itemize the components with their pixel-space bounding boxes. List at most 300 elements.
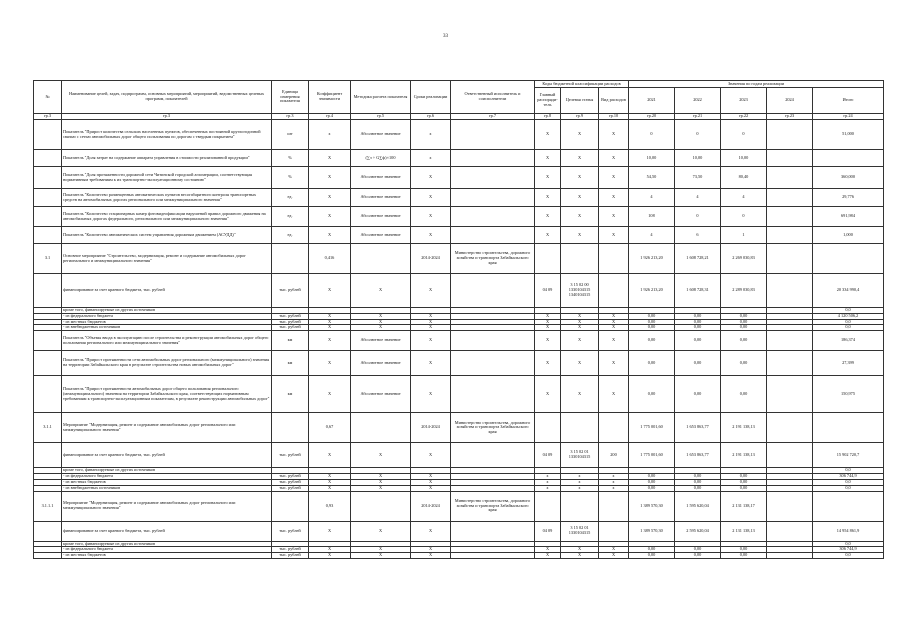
row-name-cell: финансирование за счет краевого бюджета, тыс. рублей: [62, 274, 272, 308]
table-cell: 1 653 863,77: [675, 413, 721, 443]
table-cell: Х: [309, 227, 351, 244]
column-number-cell: гр.3: [34, 114, 62, 120]
column-number-cell: гр.4: [309, 114, 351, 120]
table-cell: 0,00: [675, 479, 721, 485]
table-cell: [451, 167, 535, 189]
table-cell: Х: [599, 150, 629, 167]
table-cell: 0: [675, 120, 721, 150]
header-cell: Методика расчета показателя: [351, 81, 411, 114]
table-cell: 10,00: [721, 150, 767, 167]
table-cell: Министерство строительства, дорожного хозяйства и транспорта Забайкальского края: [451, 413, 535, 443]
table-cell: 306 744,9: [813, 547, 884, 553]
table-cell: 0: [721, 207, 767, 227]
table-cell: 0,00: [675, 351, 721, 376]
table-cell: 0,00: [721, 325, 767, 331]
table-cell: Х: [561, 376, 599, 413]
table-cell: 3.1.1: [34, 413, 62, 443]
header-cell: 2022: [675, 88, 721, 114]
table-cell: Х: [309, 325, 351, 331]
table-cell: Х: [309, 553, 351, 559]
table-cell: Х: [411, 167, 451, 189]
table-cell: 306 744,9: [813, 474, 884, 480]
table-cell: Х: [535, 331, 561, 351]
table-cell: Министерство строительства, дорожного хозяйства и транспорта Забайкальского края: [451, 491, 535, 521]
table-cell: Х: [351, 485, 411, 491]
table-cell: [34, 227, 62, 244]
table-cell: [535, 491, 561, 521]
table-cell: тыс. рублей: [272, 274, 309, 308]
table-cell: 0,00: [629, 553, 675, 559]
table-cell: Х: [411, 331, 451, 351]
table-cell: Х: [411, 319, 451, 325]
table-cell: х: [561, 485, 599, 491]
table-cell: [451, 443, 535, 468]
table-row: [34, 376, 884, 413]
table-cell: 0,00: [629, 376, 675, 413]
table-cell: Х: [535, 313, 561, 319]
table-cell: Х: [535, 207, 561, 227]
table-cell: [351, 491, 411, 521]
table-cell: 0,0: [813, 541, 884, 547]
table-row: [34, 553, 884, 559]
table-cell: х: [599, 485, 629, 491]
column-number-cell: гр.3: [272, 114, 309, 120]
table-cell: х: [309, 120, 351, 150]
table-cell: Х: [309, 189, 351, 207]
row-name-cell: - из внебюджетных источников: [62, 485, 272, 491]
table-cell: ед.: [272, 189, 309, 207]
table-cell: [767, 150, 813, 167]
row-name-cell: - из федерального бюджета: [62, 547, 272, 553]
column-number-cell: гр.24: [813, 114, 884, 120]
table-cell: 0,0: [813, 468, 884, 474]
column-number-cell: гр.5: [351, 114, 411, 120]
table-cell: Абсолютное значение: [351, 351, 411, 376]
table-cell: 4: [675, 189, 721, 207]
row-name-cell: финансирование за счет краевого бюджета, тыс. рублей: [62, 521, 272, 541]
table-cell: Х: [561, 189, 599, 207]
table-cell: шт: [272, 120, 309, 150]
row-name-cell: Показатель "Доля затрат на содержание аппарата управления в стоимости реализованной продукции": [62, 150, 272, 167]
table-cell: Х: [411, 227, 451, 244]
table-cell: Х: [599, 167, 629, 189]
table-cell: [767, 167, 813, 189]
table-cell: [767, 189, 813, 207]
table-cell: 1 608 728,31: [675, 274, 721, 308]
table-row: [34, 521, 884, 541]
table-cell: 0,00: [721, 313, 767, 319]
header-cell: Главный распоряди-тель: [535, 88, 561, 114]
table-cell: [451, 553, 535, 559]
table-cell: 3 15 02 01 1330104315: [561, 521, 599, 541]
table-cell: Х: [561, 120, 599, 150]
table-cell: Х: [309, 474, 351, 480]
row-name-cell: кроме того, финансируемые из других источников: [62, 541, 272, 547]
table-cell: 0,00: [721, 474, 767, 480]
table-cell: %: [272, 150, 309, 167]
table-cell: 1 389 570,30: [629, 491, 675, 521]
row-name-cell: - из федерального бюджета: [62, 313, 272, 319]
table-cell: Х: [411, 553, 451, 559]
header-cell: Ответственный исполнитель и соисполнители: [451, 81, 535, 114]
table-cell: [34, 553, 62, 559]
table-row: [34, 443, 884, 468]
table-cell: [34, 207, 62, 227]
table-row: [34, 207, 884, 227]
header-cell: 2023: [721, 88, 767, 114]
table-cell: Х: [599, 553, 629, 559]
table-cell: Х: [535, 351, 561, 376]
header-cell: Вид расходов: [599, 88, 629, 114]
table-cell: Абсолютное значение: [351, 120, 411, 150]
header-cell: Итого: [813, 88, 884, 114]
table-cell: 2 191 138,13: [721, 413, 767, 443]
table-cell: 0,00: [629, 325, 675, 331]
table-cell: 0,00: [629, 485, 675, 491]
column-number-cell: гр.22: [721, 114, 767, 120]
column-number-cell: гр.7: [451, 114, 535, 120]
table-cell: Х: [411, 547, 451, 553]
table-cell: 15 902 720,7: [813, 443, 884, 468]
table-cell: 0,93: [309, 491, 351, 521]
column-number-cell: гр.3: [62, 114, 272, 120]
table-cell: х: [561, 479, 599, 485]
table-cell: Х: [411, 443, 451, 468]
table-cell: Х: [411, 351, 451, 376]
header-cell: 2021: [629, 88, 675, 114]
table-cell: 1,000: [813, 227, 884, 244]
column-number-cell: гр.21: [675, 114, 721, 120]
table-cell: Х: [411, 521, 451, 541]
row-name-cell: Показатель "Количество автоматических систем управления дорожным движением (АСУДД)": [62, 227, 272, 244]
header-cell: Целевая статья: [561, 88, 599, 114]
table-cell: %: [272, 167, 309, 189]
table-row: [34, 491, 884, 521]
table-cell: 0: [675, 207, 721, 227]
table-cell: Абсолютное значение: [351, 207, 411, 227]
table-cell: Абсолютное значение: [351, 376, 411, 413]
table-cell: 0,00: [675, 331, 721, 351]
table-row: [34, 413, 884, 443]
table-row: [34, 331, 884, 351]
header-cell: 2024: [767, 88, 813, 114]
table-cell: 0,00: [675, 325, 721, 331]
table-cell: 360,000: [813, 167, 884, 189]
table-cell: Х: [309, 207, 351, 227]
table-cell: Х: [535, 325, 561, 331]
table-cell: [351, 244, 411, 274]
table-cell: Х: [309, 376, 351, 413]
table-cell: Х: [309, 319, 351, 325]
table-cell: 0,416: [309, 244, 351, 274]
table-cell: 0,00: [721, 547, 767, 553]
table-cell: [767, 521, 813, 541]
table-row: [34, 274, 884, 308]
header-row-1: [34, 81, 884, 88]
table-cell: 0,00: [629, 474, 675, 480]
row-name-cell: Основное мероприятие "Строительство, модернизация, ремонт и содержание автомобильных дорог регионального и межмуниципального значения": [62, 244, 272, 274]
table-cell: 150,975: [813, 376, 884, 413]
table-cell: [767, 207, 813, 227]
table-cell: 0,00: [675, 474, 721, 480]
table-cell: Х: [599, 207, 629, 227]
column-number-cell: гр.20: [629, 114, 675, 120]
table-cell: км: [272, 376, 309, 413]
table-cell: [599, 413, 629, 443]
table-cell: [599, 521, 629, 541]
table-cell: Х: [599, 547, 629, 553]
table-cell: 1 926 213,20: [629, 274, 675, 308]
table-cell: Абсолютное значение: [351, 189, 411, 207]
table-cell: [34, 167, 62, 189]
table-cell: 2 191 138,13: [721, 443, 767, 468]
table-cell: Х: [561, 325, 599, 331]
table-cell: Х: [411, 325, 451, 331]
table-cell: 0: [629, 120, 675, 150]
table-cell: [34, 331, 62, 351]
table-cell: 3.1.1.1: [34, 491, 62, 521]
table-row: [34, 244, 884, 274]
table-cell: 0,0: [813, 553, 884, 559]
table-cell: тыс. рублей: [272, 521, 309, 541]
table-cell: Х: [561, 351, 599, 376]
table-cell: Х: [561, 207, 599, 227]
table-cell: 10,00: [629, 150, 675, 167]
header-cell: Наименование целей, задач, подпрограмм, основных мероприятий, мероприятий, ведомственных целевых программ, показателей: [62, 81, 272, 114]
table-cell: 0,00: [675, 313, 721, 319]
table-cell: тыс. рублей: [272, 547, 309, 553]
table-cell: Х: [535, 189, 561, 207]
table-cell: Х: [309, 274, 351, 308]
table-cell: 1: [721, 227, 767, 244]
table-cell: тыс. рублей: [272, 325, 309, 331]
header-cell: Сроки реализации: [411, 81, 451, 114]
table-cell: Х: [309, 150, 351, 167]
table-cell: км: [272, 331, 309, 351]
table-cell: 3.1: [34, 244, 62, 274]
table-cell: 1 775 001,60: [629, 413, 675, 443]
table-cell: [767, 351, 813, 376]
table-cell: [272, 244, 309, 274]
table-cell: 3 15 02 00 1330104315 1340104315: [561, 274, 599, 308]
table-cell: 6: [675, 227, 721, 244]
table-cell: Абсолютное значение: [351, 227, 411, 244]
table-cell: Х: [351, 443, 411, 468]
table-cell: 0,00: [629, 313, 675, 319]
column-number-cell: гр.8: [535, 114, 561, 120]
table-cell: 0,00: [675, 553, 721, 559]
table-cell: 0,00: [675, 485, 721, 491]
table-cell: 80,40: [721, 167, 767, 189]
table-cell: 0,00: [721, 479, 767, 485]
row-name-cell: Показатель "Количество стационарных камер фотовидеофиксации нарушений правил дорожного движения на автомобильных дорогах федерального, регионального или межмуниципального значения": [62, 207, 272, 227]
table-cell: 4 120 506,2: [813, 313, 884, 319]
column-number-cell: гр.9: [561, 114, 599, 120]
table-cell: [351, 413, 411, 443]
table-cell: [451, 150, 535, 167]
table-cell: 2014-2024: [411, 491, 451, 521]
table-cell: х: [599, 479, 629, 485]
table-cell: 4: [629, 189, 675, 207]
table-cell: [34, 150, 62, 167]
table-cell: [767, 244, 813, 274]
table-cell: 2 131 138,13: [721, 521, 767, 541]
table-cell: 0,00: [721, 485, 767, 491]
table-cell: 1 926 213,20: [629, 244, 675, 274]
table-cell: 54,50: [629, 167, 675, 189]
table-cell: тыс. рублей: [272, 479, 309, 485]
table-cell: Х: [535, 167, 561, 189]
table-cell: Х: [351, 521, 411, 541]
table-cell: [34, 521, 62, 541]
table-cell: тыс. рублей: [272, 553, 309, 559]
table-cell: Х: [411, 274, 451, 308]
table-cell: [767, 376, 813, 413]
table-cell: 186,374: [813, 331, 884, 351]
table-cell: км: [272, 351, 309, 376]
table-cell: Х: [351, 547, 411, 553]
row-name-cell: Показатель "Прирост количества сельских населенных пунктов, обеспеченных постоянной круглогодичной связью с сетью автомобильных дорог общего пользования по дорогам с твердым покрытием": [62, 120, 272, 150]
column-number-cell: гр.23: [767, 114, 813, 120]
table-cell: Х: [561, 167, 599, 189]
table-row: [34, 351, 884, 376]
table-cell: [451, 274, 535, 308]
table-cell: Х: [535, 150, 561, 167]
table-cell: 0,00: [721, 331, 767, 351]
table-cell: ед.: [272, 207, 309, 227]
table-cell: 04 09: [535, 443, 561, 468]
table-cell: Х: [309, 547, 351, 553]
row-name-cell: кроме того, финансируемые из других источников: [62, 468, 272, 474]
table-cell: Х: [599, 319, 629, 325]
table-cell: 2014-2024: [411, 413, 451, 443]
table-cell: Х: [411, 474, 451, 480]
table-cell: Х: [599, 331, 629, 351]
table-cell: Х: [309, 351, 351, 376]
table-cell: [599, 244, 629, 274]
table-cell: 0,00: [721, 553, 767, 559]
table-cell: 27,399: [813, 351, 884, 376]
table-cell: [561, 413, 599, 443]
table-cell: Х: [411, 485, 451, 491]
column-number-cell: гр.10: [599, 114, 629, 120]
table-cell: Х: [535, 319, 561, 325]
header-cell: Значения по годам реализации: [629, 81, 884, 88]
table-cell: Х: [599, 313, 629, 319]
table-cell: 0,00: [629, 479, 675, 485]
table-cell: Х: [411, 479, 451, 485]
table-cell: Х: [351, 479, 411, 485]
table-cell: [34, 274, 62, 308]
row-name-cell: финансирование за счет краевого бюджета, тыс. рублей: [62, 443, 272, 468]
table-cell: 0,00: [675, 547, 721, 553]
table-cell: 73,50: [675, 167, 721, 189]
header-cell: Единица измерения показателя: [272, 81, 309, 114]
table-cell: 04 09: [535, 521, 561, 541]
table-cell: х: [411, 120, 451, 150]
table-cell: [767, 120, 813, 150]
row-name-cell: Показатель "Доля протяженности дорожной сети Читинской городской агломерации, соответствующая нормативным требованиям к их транспортно-эксплуатационному состоянию": [62, 167, 272, 189]
table-cell: Х: [309, 479, 351, 485]
table-cell: Х: [309, 485, 351, 491]
table-cell: [34, 189, 62, 207]
table-cell: 0,0: [813, 308, 884, 314]
row-name-cell: - из федерального бюджета: [62, 474, 272, 480]
table-cell: Х: [561, 553, 599, 559]
table-cell: 3 15 02 01 1330104315: [561, 443, 599, 468]
table-cell: Х: [599, 376, 629, 413]
table-cell: [535, 244, 561, 274]
row-name-cell: - из местных бюджетов: [62, 479, 272, 485]
table-row: [34, 189, 884, 207]
table-cell: 0,00: [675, 319, 721, 325]
table-cell: 0,67: [309, 413, 351, 443]
row-name-cell: Мероприятие "Модернизация, ремонт и содержание автомобильных дорог регионального или межмуниципального значения": [62, 491, 272, 521]
table-cell: Х: [561, 150, 599, 167]
table-cell: [813, 150, 884, 167]
table-cell: [813, 413, 884, 443]
table-cell: х: [535, 485, 561, 491]
table-cell: [561, 491, 599, 521]
table-cell: Х: [411, 313, 451, 319]
table-cell: Х: [351, 474, 411, 480]
table-cell: 1 608 728,21: [675, 244, 721, 274]
table-cell: Х: [599, 351, 629, 376]
table-cell: ед.: [272, 227, 309, 244]
table-cell: [767, 274, 813, 308]
table-cell: [767, 553, 813, 559]
table-row: [34, 167, 884, 189]
table-cell: тыс. рублей: [272, 474, 309, 480]
table-cell: Х: [561, 547, 599, 553]
table-cell: [561, 244, 599, 274]
table-cell: Абсолютное значение: [351, 331, 411, 351]
row-name-cell: - из внебюджетных источников: [62, 325, 272, 331]
table-cell: [34, 351, 62, 376]
table-cell: Х: [561, 313, 599, 319]
table-cell: Х: [411, 207, 451, 227]
table-cell: тыс. рублей: [272, 313, 309, 319]
table-cell: [34, 443, 62, 468]
row-name-cell: - из местных бюджетов: [62, 319, 272, 325]
table-cell: 200: [599, 443, 629, 468]
table-cell: 0,00: [721, 351, 767, 376]
table-cell: 0,00: [675, 376, 721, 413]
table-cell: Министерство строительства, дорожного хозяйства и транспорта Забайкальского края: [451, 244, 535, 274]
table-cell: 29,776: [813, 189, 884, 207]
table-cell: 51,000: [813, 120, 884, 150]
row-name-cell: Показатель "Количество размещенных автоматических пунктов весогабаритного контроля транспортных средств на автомобильных дорогах регионального или межмуниципального значения": [62, 189, 272, 207]
header-cell: Коэффициент значимости: [309, 81, 351, 114]
table-cell: Х: [561, 331, 599, 351]
table-cell: 0,00: [721, 319, 767, 325]
table-cell: [767, 491, 813, 521]
table-cell: [599, 274, 629, 308]
table-cell: [451, 189, 535, 207]
table-cell: Х: [599, 120, 629, 150]
table-cell: Х: [411, 189, 451, 207]
table-cell: 0,0: [813, 485, 884, 491]
table-cell: 2 289 030,83: [721, 274, 767, 308]
row-name-cell: Показатель "Объемы ввода в эксплуатацию после строительства и реконструкции автомобильных дорог общего пользования регионального или межмуниципального значения": [62, 331, 272, 351]
table-cell: 2 595 620,04: [675, 521, 721, 541]
table-cell: Х: [599, 227, 629, 244]
table-cell: [767, 331, 813, 351]
table-cell: Х: [351, 319, 411, 325]
table-cell: [599, 491, 629, 521]
table-cell: [451, 120, 535, 150]
table-cell: х: [599, 474, 629, 480]
